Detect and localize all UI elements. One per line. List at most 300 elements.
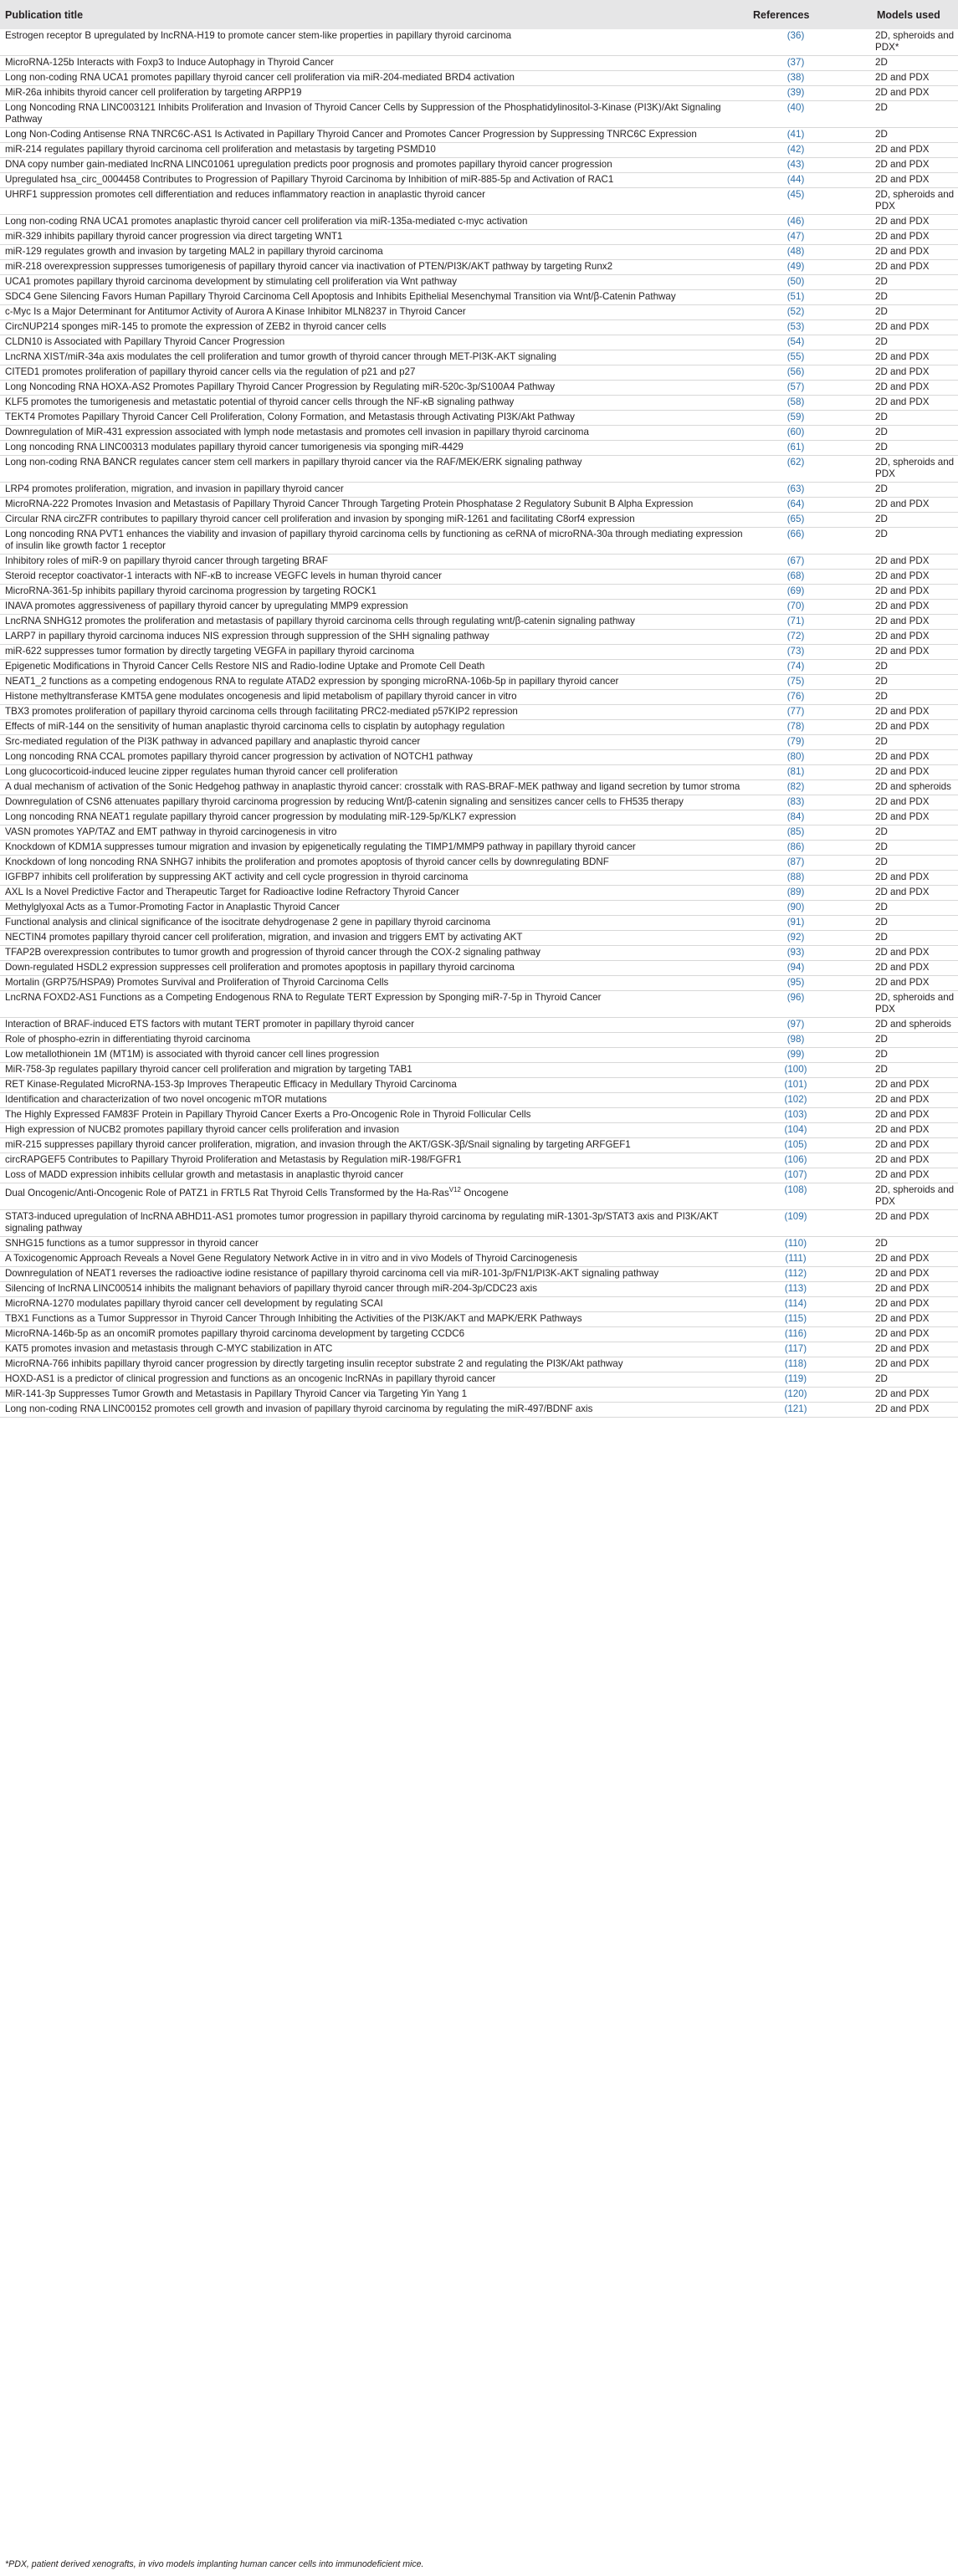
table-row	[0, 615, 958, 630]
reference-link[interactable]: (107)	[784, 1169, 807, 1180]
table-row	[0, 275, 958, 290]
reference-cell	[753, 188, 872, 215]
publication-title-cell	[0, 396, 753, 411]
reference-link[interactable]: (36)	[786, 30, 805, 41]
reference-link[interactable]: (117)	[784, 1343, 807, 1354]
table-row	[0, 128, 958, 143]
reference-link[interactable]: (102)	[784, 1094, 807, 1105]
table-row	[0, 426, 958, 441]
models-used-cell: 2D and PDX	[875, 351, 930, 362]
models-used-cell: 2D	[875, 529, 888, 539]
models-used-cell: 2D and PDX	[875, 631, 930, 641]
reference-link[interactable]: (50)	[786, 276, 805, 287]
reference-link[interactable]: (70)	[786, 601, 805, 611]
models-used-cell: 2D and PDX	[875, 555, 930, 566]
reference-link[interactable]: (119)	[784, 1373, 807, 1384]
publication-title-cell	[0, 1282, 753, 1297]
reference-link[interactable]: (93)	[786, 947, 805, 958]
publication-title: TBX1 Functions as a Tumor Suppressor in Thyroid Cancer Through Inhibiting the Activities of the PI3K/AKT and MAPK/ERK Pathways	[5, 1313, 582, 1324]
publication-title-cell	[0, 188, 753, 215]
reference-link[interactable]: (37)	[786, 57, 805, 68]
reference-cell	[753, 230, 872, 245]
reference-link[interactable]: (103)	[784, 1109, 807, 1120]
publication-title: Long noncoding RNA NEAT1 regulate papillary thyroid cancer progression by modulating miR-129-5p/KLK7 expression	[5, 811, 516, 822]
reference-link[interactable]: (118)	[784, 1358, 807, 1369]
table-row	[0, 381, 958, 396]
table-row	[0, 260, 958, 275]
publication-title: Histone methyltransferase KMT5A gene modulates oncogenesis and lipid metabolism of papillary thyroid cancer in vitro	[5, 691, 517, 702]
reference-cell	[753, 615, 872, 630]
publication-title-cell	[0, 856, 753, 871]
reference-cell	[753, 1033, 872, 1048]
publication-title-cell	[0, 1312, 753, 1327]
reference-link[interactable]: (42)	[786, 144, 805, 155]
models-used-cell: 2D and PDX	[875, 796, 930, 807]
publication-title: Upregulated hsa_circ_0004458 Contributes to Progression of Papillary Thyroid Carcinoma by Inhibition of miR-885-5p and Activation of RAC1	[5, 174, 614, 185]
reference-link[interactable]: (78)	[786, 721, 805, 732]
table-row	[0, 498, 958, 513]
table-row	[0, 483, 958, 498]
table-row	[0, 411, 958, 426]
reference-cell	[753, 290, 872, 305]
reference-link[interactable]: (80)	[786, 751, 805, 762]
table-row	[0, 1153, 958, 1168]
reference-cell	[753, 901, 872, 916]
reference-link[interactable]: (39)	[786, 87, 805, 98]
models-used-cell: 2D, spheroids and PDX	[875, 189, 955, 212]
table-row	[0, 856, 958, 871]
reference-cell	[753, 1252, 872, 1267]
models-used-cell: 2D and PDX	[875, 1124, 930, 1135]
publication-title-cell	[0, 128, 753, 143]
reference-link[interactable]: (67)	[786, 555, 805, 566]
publication-title-cell	[0, 1123, 753, 1138]
table-row	[0, 513, 958, 528]
models-used-cell: 2D and PDX	[875, 381, 930, 392]
reference-link[interactable]: (116)	[784, 1328, 807, 1339]
reference-link[interactable]: (120)	[784, 1388, 807, 1399]
publication-title-cell	[0, 780, 753, 795]
reference-cell	[753, 645, 872, 660]
reference-link[interactable]: (56)	[786, 366, 805, 377]
reference-link[interactable]: (105)	[784, 1139, 807, 1150]
reference-link[interactable]: (98)	[786, 1034, 805, 1045]
reference-link[interactable]: (58)	[786, 396, 805, 407]
reference-cell	[753, 528, 872, 555]
publication-title-cell	[0, 901, 753, 916]
publication-title: Long noncoding RNA LINC00313 modulates papillary thyroid cancer tumorigenesis via sponging miR-4429	[5, 442, 464, 452]
models-used-cell: 2D and PDX	[875, 1268, 930, 1279]
publication-title: CITED1 promotes proliferation of papillary thyroid cancer cells via the regulation of p21 and p27	[5, 366, 416, 377]
models-used-cell: 2D, spheroids and PDX	[875, 457, 955, 479]
publication-title: miR-214 regulates papillary thyroid carcinoma cell proliferation and metastasis by targeting PSMD10	[5, 144, 436, 155]
reference-link[interactable]: (87)	[786, 856, 805, 867]
publication-title-cell	[0, 86, 753, 101]
models-used-cell: 2D and PDX	[875, 1154, 930, 1165]
reference-link[interactable]: (113)	[784, 1283, 807, 1294]
publication-title: SNHG15 functions as a tumor suppressor in thyroid cancer	[5, 1238, 259, 1249]
reference-link[interactable]: (65)	[786, 514, 805, 524]
models-used-cell: 2D and PDX	[875, 1298, 930, 1309]
reference-link[interactable]: (95)	[786, 977, 805, 988]
reference-link[interactable]: (72)	[786, 631, 805, 641]
publication-title: miR-215 suppresses papillary thyroid cancer proliferation, migration, and invasion through the AKT/GSK-3β/Snail signaling by targeting ARFGEF1	[5, 1139, 631, 1150]
models-used-cell: 2D	[875, 442, 888, 452]
publication-title-cell	[0, 320, 753, 335]
table-row	[0, 886, 958, 901]
table-row	[0, 735, 958, 750]
publication-title-cell	[0, 675, 753, 690]
models-used-cell: 2D and PDX	[875, 1253, 930, 1264]
reference-link[interactable]: (57)	[786, 381, 805, 392]
reference-link[interactable]: (77)	[786, 706, 805, 717]
reference-link[interactable]: (83)	[786, 796, 805, 807]
reference-link[interactable]: (66)	[786, 529, 805, 539]
reference-link[interactable]: (82)	[786, 781, 805, 792]
models-used-cell: 2D and PDX	[875, 1094, 930, 1105]
table-row	[0, 1093, 958, 1108]
models-used-cell: 2D	[875, 856, 888, 867]
reference-link[interactable]: (104)	[784, 1124, 807, 1135]
reference-cell	[753, 426, 872, 441]
models-used-cell: 2D	[875, 736, 888, 747]
publication-title: MicroRNA-146b-5p as an oncomiR promotes papillary thyroid carcinoma development by targeting CCDC6	[5, 1328, 465, 1339]
models-used-cell: 2D and PDX	[875, 962, 930, 973]
table-row	[0, 245, 958, 260]
reference-link[interactable]: (43)	[786, 159, 805, 170]
reference-link[interactable]: (75)	[786, 676, 805, 687]
reference-link[interactable]: (45)	[786, 189, 805, 200]
publication-title: MicroRNA-222 Promotes Invasion and Metastasis of Papillary Thyroid Cancer Through Targeting Protein Phosphatase 2 Regulatory Subunit B Alpha Expression	[5, 498, 694, 509]
reference-link[interactable]: (90)	[786, 902, 805, 912]
reference-cell	[753, 976, 872, 991]
publication-title-cell	[0, 335, 753, 350]
reference-cell	[753, 1168, 872, 1183]
reference-link[interactable]: (121)	[784, 1403, 807, 1414]
reference-link[interactable]: (52)	[786, 306, 805, 317]
publication-title-cell	[0, 456, 753, 483]
reference-link[interactable]: (69)	[786, 585, 805, 596]
publication-title-cell	[0, 275, 753, 290]
reference-link[interactable]: (76)	[786, 691, 805, 702]
reference-cell	[753, 29, 872, 56]
reference-link[interactable]: (47)	[786, 231, 805, 242]
publication-title-cell	[0, 810, 753, 825]
table-row	[0, 675, 958, 690]
table-row	[0, 396, 958, 411]
publication-title: MicroRNA-125b Interacts with Foxp3 to Induce Autophagy in Thyroid Cancer	[5, 57, 334, 68]
publication-title-cell	[0, 1327, 753, 1342]
reference-cell	[753, 101, 872, 128]
header-models-used: Models used	[877, 8, 940, 21]
models-used-cell: 2D	[875, 691, 888, 702]
reference-link[interactable]: (100)	[784, 1064, 807, 1075]
reference-link[interactable]: (46)	[786, 216, 805, 227]
table-row	[0, 1078, 958, 1093]
publication-title-cell	[0, 585, 753, 600]
table-row	[0, 1033, 958, 1048]
reference-cell	[753, 795, 872, 810]
table-row	[0, 290, 958, 305]
reference-link[interactable]: (97)	[786, 1019, 805, 1030]
publication-title-cell	[0, 1252, 753, 1267]
reference-link[interactable]: (106)	[784, 1154, 807, 1165]
table-row	[0, 350, 958, 365]
models-used-cell: 2D and PDX	[875, 706, 930, 717]
publication-title-cell	[0, 720, 753, 735]
table-row	[0, 143, 958, 158]
publication-title: Long non-coding RNA UCA1 promotes papillary thyroid cancer cell proliferation via miR-204-mediated BRD4 activation	[5, 72, 515, 83]
reference-link[interactable]: (54)	[786, 336, 805, 347]
models-used-cell: 2D	[875, 57, 888, 68]
publication-title: Downregulation of NEAT1 reverses the radioactive iodine resistance of papillary thyroid carcinoma cell via miR-101-3p/FN1/PI3K-AKT signaling pathway	[5, 1268, 659, 1279]
reference-link[interactable]: (55)	[786, 351, 805, 362]
reference-cell	[753, 350, 872, 365]
models-used-cell: 2D and PDX	[875, 947, 930, 958]
reference-cell	[753, 690, 872, 705]
reference-link[interactable]: (96)	[786, 992, 805, 1003]
reference-link[interactable]: (53)	[786, 321, 805, 332]
publication-title: Silencing of lncRNA LINC00514 inhibits the malignant behaviors of papillary thyroid cancer through miR-204-3p/CDC23 axis	[5, 1283, 538, 1294]
models-used-cell: 2D and PDX	[875, 246, 930, 257]
publication-title: LncRNA XIST/miR-34a axis modulates the cell proliferation and tumor growth of thyroid cancer through MET-PI3K-AKT signaling	[5, 351, 557, 362]
reference-link[interactable]: (41)	[786, 129, 805, 140]
reference-cell	[753, 720, 872, 735]
publication-title: Role of phospho-ezrin in differentiating thyroid carcinoma	[5, 1034, 251, 1045]
publication-title: Methylglyoxal Acts as a Tumor-Promoting Factor in Anaplastic Thyroid Cancer	[5, 902, 340, 912]
reference-link[interactable]: (79)	[786, 736, 805, 747]
table-row	[0, 71, 958, 86]
publication-title-cell	[0, 645, 753, 660]
publication-title-cell	[0, 765, 753, 780]
reference-link[interactable]: (110)	[784, 1238, 807, 1249]
reference-cell	[753, 780, 872, 795]
table-row	[0, 946, 958, 961]
reference-cell	[753, 1297, 872, 1312]
publication-title-cell	[0, 795, 753, 810]
publication-title-cell	[0, 1210, 753, 1237]
reference-link[interactable]: (101)	[784, 1079, 807, 1090]
reference-link[interactable]: (108)	[784, 1184, 807, 1195]
publication-title-cell	[0, 1403, 753, 1418]
models-used-cell: 2D and PDX	[875, 1139, 930, 1150]
table-row	[0, 215, 958, 230]
publication-title: UHRF1 suppression promotes cell differentiation and reduces inflammatory reaction in anaplastic thyroid cancer	[5, 189, 485, 200]
publication-title: MiR-758-3p regulates papillary thyroid cancer cell proliferation and migration by targeting TAB1	[5, 1064, 412, 1075]
reference-cell	[753, 1237, 872, 1252]
models-used-cell: 2D and PDX	[875, 87, 930, 98]
publication-title-cell	[0, 1267, 753, 1282]
publication-title-cell	[0, 630, 753, 645]
reference-link[interactable]: (64)	[786, 498, 805, 509]
models-used-cell: 2D and spheroids	[875, 1019, 951, 1030]
publication-title-cell	[0, 1388, 753, 1403]
models-used-cell: 2D and PDX	[875, 811, 930, 822]
reference-link[interactable]: (51)	[786, 291, 805, 302]
reference-cell	[753, 961, 872, 976]
reference-cell	[753, 381, 872, 396]
reference-cell	[753, 1282, 872, 1297]
reference-link[interactable]: (74)	[786, 661, 805, 672]
reference-link[interactable]: (61)	[786, 442, 805, 452]
table-row	[0, 365, 958, 381]
publication-title-cell	[0, 991, 753, 1018]
reference-link[interactable]: (85)	[786, 826, 805, 837]
reference-link[interactable]: (71)	[786, 616, 805, 626]
publication-title-cell	[0, 1063, 753, 1078]
publication-title-cell	[0, 305, 753, 320]
models-used-cell: 2D and PDX	[875, 721, 930, 732]
table-row	[0, 441, 958, 456]
table-row	[0, 720, 958, 735]
reference-cell	[753, 1267, 872, 1282]
table-row	[0, 1282, 958, 1297]
reference-link[interactable]: (48)	[786, 246, 805, 257]
models-used-cell: 2D and PDX	[875, 174, 930, 185]
reference-link[interactable]: (63)	[786, 483, 805, 494]
models-used-cell: 2D, spheroids and PDX	[875, 1184, 955, 1207]
reference-link[interactable]: (92)	[786, 932, 805, 943]
publication-title: Long Non-Coding Antisense RNA TNRC6C-AS1 Is Activated in Papillary Thyroid Cancer and Promotes Cancer Progression by Suppressing TNRC6C Expression	[5, 129, 697, 140]
reference-link[interactable]: (81)	[786, 766, 805, 777]
publication-title: Long non-coding RNA UCA1 promotes anaplastic thyroid cancer cell proliferation via miR-135a-mediated c-myc activation	[5, 216, 528, 227]
models-used-cell: 2D	[875, 1064, 888, 1075]
table-row	[0, 901, 958, 916]
publication-title: Low metallothionein 1M (MT1M) is associated with thyroid cancer cell lines progression	[5, 1049, 380, 1060]
table-row	[0, 1210, 958, 1237]
reference-link[interactable]: (89)	[786, 887, 805, 897]
publication-title-cell	[0, 976, 753, 991]
publication-title: DNA copy number gain-mediated lncRNA LINC01061 upregulation predicts poor prognosis and promotes papillary thyroid cancer progression	[5, 159, 612, 170]
table-row	[0, 335, 958, 350]
reference-link[interactable]: (49)	[786, 261, 805, 272]
reference-link[interactable]: (84)	[786, 811, 805, 822]
publication-title-cell	[0, 513, 753, 528]
reference-link[interactable]: (111)	[785, 1253, 807, 1264]
reference-cell	[753, 856, 872, 871]
publication-title-cell	[0, 660, 753, 675]
table-row	[0, 961, 958, 976]
models-used-cell: 2D and PDX	[875, 646, 930, 657]
models-used-cell: 2D and PDX	[875, 159, 930, 170]
table-row	[0, 101, 958, 128]
publication-title: STAT3-induced upregulation of lncRNA ABHD11-AS1 promotes tumor progression in papillary thyroid carcinoma by regulating miR-1301-3p/STAT3 axis and PI3K/AKT signaling pathway	[5, 1211, 719, 1234]
publication-title-cell	[0, 1297, 753, 1312]
publication-title-end: Oncogene	[460, 1187, 509, 1199]
publication-title: AXL Is a Novel Predictive Factor and Therapeutic Target for Radioactive Iodine Refractory Thyroid Cancer	[5, 887, 459, 897]
models-used-cell: 2D	[875, 1049, 888, 1060]
publication-title: A dual mechanism of activation of the Sonic Hedgehog pathway in anaplastic thyroid cancer: crosstalk with RAS-BRAF-MEK pathway and ligand secretion by tumor stroma	[5, 781, 740, 792]
publication-title-cell	[0, 961, 753, 976]
publication-title: A Toxicogenomic Approach Reveals a Novel Gene Regulatory Network Active in in vitro and in vivo Models of Thyroid Carcinogenesis	[5, 1253, 577, 1264]
publication-title: Estrogen receptor B upregulated by lncRNA-H19 to promote cancer stem-like properties in papillary thyroid carcinoma	[5, 30, 512, 41]
publication-title: Src-mediated regulation of the PI3K pathway in advanced papillary and anaplastic thyroid cancer	[5, 736, 421, 747]
reference-cell	[753, 841, 872, 856]
publication-title-cell	[0, 886, 753, 901]
reference-cell	[753, 825, 872, 841]
publication-title: Effects of miR-144 on the sensitivity of human anaplastic thyroid carcinoma cells to cisplatin by autophagy regulation	[5, 721, 505, 732]
reference-cell	[753, 931, 872, 946]
reference-link[interactable]: (44)	[786, 174, 805, 185]
models-used-cell: 2D and PDX	[875, 231, 930, 242]
table-row	[0, 660, 958, 675]
publication-title: TBX3 promotes proliferation of papillary thyroid carcinoma cells through facilitating PRC2-mediated p57KIP2 repression	[5, 706, 518, 717]
publication-title-cell	[0, 735, 753, 750]
publication-title: Functional analysis and clinical significance of the isocitrate dehydrogenase 2 gene in papillary thyroid carcinoma	[5, 917, 491, 928]
publication-title: miR-218 overexpression suppresses tumorigenesis of papillary thyroid cancer via inactivation of PTEN/PI3K/AKT pathway by targeting Runx2	[5, 261, 613, 272]
reference-cell	[753, 86, 872, 101]
publication-title: Inhibitory roles of miR-9 on papillary thyroid cancer through targeting BRAF	[5, 555, 328, 566]
models-used-cell: 2D	[875, 1238, 888, 1249]
table-row	[0, 456, 958, 483]
models-used-cell: 2D and PDX	[875, 396, 930, 407]
reference-link[interactable]: (59)	[786, 411, 805, 422]
reference-link[interactable]: (73)	[786, 646, 805, 657]
reference-link[interactable]: (99)	[786, 1049, 805, 1060]
reference-link[interactable]: (62)	[786, 457, 805, 468]
publication-title: Dual Oncogenic/Anti-Oncogenic Role of PATZ1 in FRTL5 Rat Thyroid Cells Transformed by the Ha-Ras	[5, 1187, 449, 1199]
publication-title-cell	[0, 841, 753, 856]
publication-title-cell	[0, 1168, 753, 1183]
reference-cell	[753, 396, 872, 411]
models-used-cell: 2D and PDX	[875, 977, 930, 988]
reference-link[interactable]: (114)	[784, 1298, 807, 1309]
reference-link[interactable]: (86)	[786, 841, 805, 852]
publication-title: miR-622 suppresses tumor formation by directly targeting VEGFA in papillary thyroid carcinoma	[5, 646, 415, 657]
publication-title-cell	[0, 71, 753, 86]
table-row	[0, 690, 958, 705]
reference-cell	[753, 305, 872, 320]
table-row	[0, 1018, 958, 1033]
publication-title: High expression of NUCB2 promotes papillary thyroid cancer cells proliferation and invasion	[5, 1124, 400, 1135]
models-used-cell: 2D	[875, 661, 888, 672]
publication-title-cell	[0, 931, 753, 946]
reference-cell	[753, 1048, 872, 1063]
reference-link[interactable]: (60)	[786, 427, 805, 437]
models-used-cell: 2D and PDX	[875, 601, 930, 611]
reference-cell	[753, 991, 872, 1018]
reference-link[interactable]: (94)	[786, 962, 805, 973]
reference-link[interactable]: (91)	[786, 917, 805, 928]
reference-cell	[753, 158, 872, 173]
table-row	[0, 705, 958, 720]
reference-link[interactable]: (115)	[784, 1313, 807, 1324]
reference-link[interactable]: (109)	[784, 1211, 807, 1222]
reference-cell	[753, 585, 872, 600]
models-used-cell: 2D and PDX	[875, 585, 930, 596]
models-used-cell: 2D and PDX	[875, 766, 930, 777]
reference-link[interactable]: (40)	[786, 102, 805, 113]
publication-title-cell	[0, 365, 753, 381]
reference-link[interactable]: (88)	[786, 871, 805, 882]
publication-title-cell	[0, 871, 753, 886]
reference-cell	[753, 871, 872, 886]
reference-link[interactable]: (68)	[786, 570, 805, 581]
reference-link[interactable]: (38)	[786, 72, 805, 83]
reference-link[interactable]: (112)	[784, 1268, 807, 1279]
models-used-cell: 2D and PDX	[875, 216, 930, 227]
table-row	[0, 56, 958, 71]
table-row	[0, 1297, 958, 1312]
models-used-cell: 2D	[875, 902, 888, 912]
reference-cell	[753, 1372, 872, 1388]
table-row	[0, 173, 958, 188]
publication-title: VASN promotes YAP/TAZ and EMT pathway in thyroid carcinogenesis in vitro	[5, 826, 337, 837]
publication-title: KAT5 promotes invasion and metastasis through C-MYC stabilization in ATC	[5, 1343, 333, 1354]
publication-title-cell	[0, 1153, 753, 1168]
models-used-cell: 2D	[875, 483, 888, 494]
reference-cell	[753, 275, 872, 290]
